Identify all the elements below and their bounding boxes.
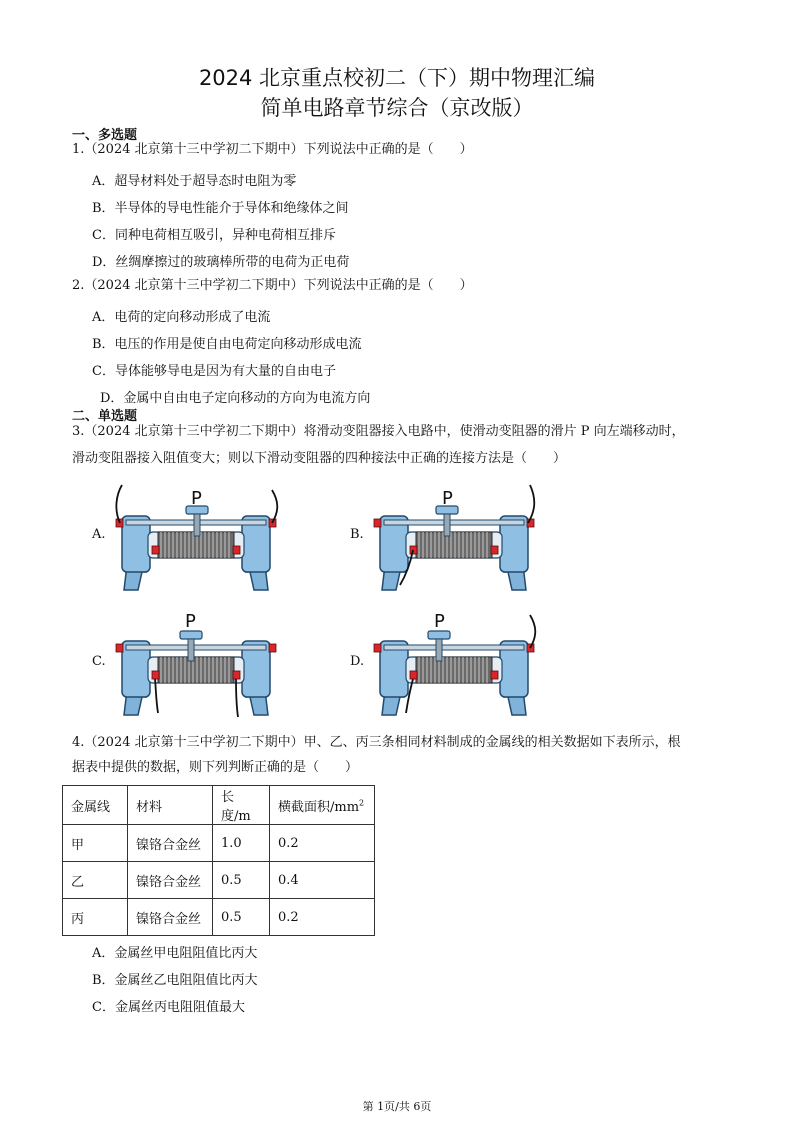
table-cell: 甲 — [63, 825, 128, 862]
q3-option-a-label: A. — [92, 527, 106, 542]
table-cell: 镍铬合金丝 — [128, 825, 213, 862]
table-cell: 镍铬合金丝 — [128, 862, 213, 899]
table-header-cell: 材料 — [128, 786, 213, 825]
table-row — [63, 899, 375, 936]
q1-option-d: D．丝绸摩擦过的玻璃棒所带的电荷为正电荷 — [92, 255, 350, 270]
rheostat-diagram-d — [370, 605, 540, 720]
table-cell: 1.0 — [213, 825, 270, 862]
svg-text:P: P — [185, 611, 196, 632]
table-row — [63, 862, 375, 899]
metal-wire-table — [62, 785, 375, 936]
question-4-stem-line1: 4.（2024 北京第十三中学初二下期中）甲、乙、丙三条相同材料制成的金属线的相关数据如下表所示，根 — [72, 735, 681, 750]
q1-option-c: C．同种电荷相互吸引，异种电荷相互排斥 — [92, 228, 336, 243]
table-header-cell: 长度/m — [213, 786, 270, 825]
q3-option-c-label: C. — [92, 654, 106, 669]
table-header-cell: 横截面积$/mm^2$ — [270, 786, 375, 825]
table-cell: 0.5 — [213, 899, 270, 936]
q4-option-b: B．金属丝乙电阻阻值比丙大 — [92, 973, 258, 988]
question-2-stem: 2.（2024 北京第十三中学初二下期中）下列说法中正确的是（ ） — [72, 278, 473, 293]
q3-option-b-label: B. — [350, 527, 364, 542]
superscript-2: 2 — [359, 798, 365, 808]
question-1-stem: 1.（2024 北京第十三中学初二下期中）下列说法中正确的是（ ） — [72, 142, 473, 157]
doc-title-line2: 简单电路章节综合（京改版） — [260, 96, 534, 120]
section-heading-multi: 一、多选题 — [72, 128, 138, 143]
table-cell: 镍铬合金丝 — [128, 899, 213, 936]
table-cell: 乙 — [63, 862, 128, 899]
doc-title-line1: 2024 北京重点校初二（下）期中物理汇编 — [198, 66, 596, 90]
table-cell: 丙 — [63, 899, 128, 936]
svg-text:P: P — [442, 488, 453, 509]
rheostat-diagram-c — [112, 605, 282, 720]
table-cell: 0.5 — [213, 862, 270, 899]
page-footer: 第 1页/共 6页 — [362, 1100, 432, 1113]
table-row — [63, 825, 375, 862]
slider-label-p: P — [191, 488, 202, 509]
svg-text:P: P — [434, 611, 445, 632]
q3-option-d-label: D. — [350, 654, 365, 669]
q2-option-c: C．导体能够导电是因为有大量的自由电子 — [92, 364, 336, 379]
question-4-stem-line2: 据表中提供的数据，则下列判断正确的是（ ） — [72, 760, 359, 775]
question-3-stem-line1: 3.（2024 北京第十三中学初二下期中）将滑动变阻器接入电路中，使滑动变阻器的滑片 P 向左端移动时， — [72, 424, 685, 439]
q2-option-a: A．电荷的定向移动形成了电流 — [92, 310, 271, 325]
table-cell: 0.2 — [270, 825, 375, 862]
q4-option-a: A．金属丝甲电阻阻值比丙大 — [92, 946, 258, 961]
table-header-cell: 金属线 — [63, 786, 128, 825]
q2-option-d: D．金属中自由电子定向移动的方向为电流方向 — [100, 391, 371, 406]
q1-option-b: B．半导体的导电性能介于导体和绝缘体之间 — [92, 201, 349, 216]
section-heading-single: 二、单选题 — [72, 409, 138, 424]
q4-option-c: C．金属丝丙电阻阻值最大 — [92, 1000, 245, 1015]
table-cell: 0.2 — [270, 899, 375, 936]
question-3-stem-line2: 滑动变阻器接入阻值变大；则以下滑动变阻器的四种接法中正确的连接方法是（ ） — [72, 451, 567, 466]
rheostat-diagram-b — [370, 480, 540, 595]
rheostat-diagram-a — [112, 480, 282, 595]
q1-option-a: A．超导材料处于超导态时电阻为零 — [92, 174, 297, 189]
table-cell: 0.4 — [270, 862, 375, 899]
q2-option-b: B．电压的作用是使自由电荷定向移动形成电流 — [92, 337, 362, 352]
table-header-row — [63, 786, 375, 825]
